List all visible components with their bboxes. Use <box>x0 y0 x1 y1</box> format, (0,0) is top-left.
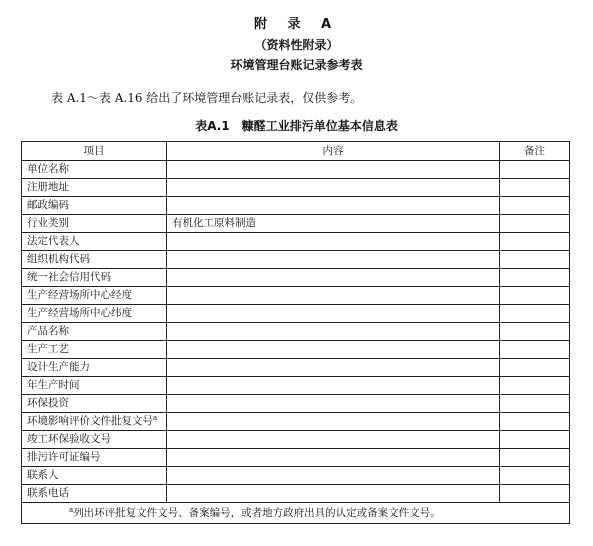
row-item-label: 行业类别 <box>27 217 69 229</box>
row-remark-cell <box>500 233 570 251</box>
row-content-cell <box>167 269 500 287</box>
table-row <box>22 305 570 323</box>
row-remark-cell <box>500 323 570 341</box>
row-item-cell <box>22 467 167 485</box>
table-row <box>22 377 570 395</box>
footnote-text: 列出环评批复文件文号、备案编号，或者地方政府出具的认定或备案文件文号。 <box>73 506 441 519</box>
header-item: 项目 <box>22 142 167 161</box>
table-row <box>22 395 570 413</box>
row-content-cell: 有机化工原料制造 <box>167 215 500 233</box>
row-item-cell <box>22 359 167 377</box>
footnote-mark: a <box>69 505 74 514</box>
table-header-row <box>22 142 570 161</box>
table-row <box>22 287 570 305</box>
header-remark: 备注 <box>500 142 570 161</box>
row-remark-cell <box>500 305 570 323</box>
row-item-label: 环境影响评价文件批复文号 <box>27 415 153 427</box>
row-content-cell <box>167 197 500 215</box>
appendix-nature: （资料性附录） <box>254 38 339 52</box>
footnote-row <box>22 503 570 524</box>
row-item-cell <box>22 269 167 287</box>
table-row <box>22 413 570 431</box>
row-content-cell <box>167 287 500 305</box>
row-footnote-mark: a <box>153 414 158 422</box>
row-remark-cell <box>500 485 570 503</box>
intro-paragraph: 表 A.1～表 A.16 给出了环境管理台账记录表，仅供参考。 <box>51 91 363 105</box>
table-row <box>22 341 570 359</box>
row-item-cell <box>22 449 167 467</box>
row-item-cell <box>22 323 167 341</box>
header-content: 内容 <box>167 142 500 161</box>
row-item-label: 生产工艺 <box>27 343 69 355</box>
row-remark-cell <box>500 449 570 467</box>
row-item-label: 设计生产能力 <box>27 361 90 373</box>
row-item-label: 单位名称 <box>27 163 69 175</box>
table-row <box>22 179 570 197</box>
row-remark-cell <box>500 287 570 305</box>
row-item-cell <box>22 305 167 323</box>
row-content-cell <box>167 323 500 341</box>
row-item-cell <box>22 251 167 269</box>
table-row <box>22 467 570 485</box>
row-item-cell <box>22 413 167 431</box>
appendix-title: 环境管理台账记录参考表 <box>230 58 363 72</box>
row-item-cell <box>22 485 167 503</box>
row-content-cell <box>167 341 500 359</box>
row-item-cell <box>22 233 167 251</box>
row-item-cell <box>22 377 167 395</box>
row-content-cell <box>167 179 500 197</box>
table-row <box>22 449 570 467</box>
table-row <box>22 197 570 215</box>
row-content-cell <box>167 359 500 377</box>
row-item-cell <box>22 179 167 197</box>
table-row <box>22 269 570 287</box>
table-row <box>22 323 570 341</box>
row-item-cell <box>22 215 167 233</box>
row-content-cell <box>167 395 500 413</box>
row-item-label: 竣工环保验收文号 <box>27 433 111 445</box>
row-item-cell <box>22 341 167 359</box>
row-item-cell <box>22 395 167 413</box>
row-remark-cell <box>500 179 570 197</box>
row-item-label: 生产经营场所中心经度 <box>27 289 132 301</box>
row-remark-cell <box>500 341 570 359</box>
table-body <box>22 161 570 503</box>
row-item-label: 联系电话 <box>27 487 69 499</box>
row-content-cell <box>167 233 500 251</box>
row-item-label: 年生产时间 <box>27 379 80 391</box>
row-item-cell <box>22 197 167 215</box>
row-remark-cell <box>500 467 570 485</box>
basic-info-table <box>21 141 570 524</box>
row-content-cell <box>167 161 500 179</box>
table-row <box>22 485 570 503</box>
table-row <box>22 215 570 233</box>
row-content-cell <box>167 485 500 503</box>
table-footnote <box>22 503 570 524</box>
row-content-cell <box>167 467 500 485</box>
row-item-label: 组织机构代码 <box>27 253 90 265</box>
row-item-label: 环保投资 <box>27 397 69 409</box>
row-remark-cell <box>500 413 570 431</box>
table-row <box>22 251 570 269</box>
row-content-cell <box>167 413 500 431</box>
table-caption: 表A.1 糠醛工业排污单位基本信息表 <box>195 119 398 133</box>
row-item-label: 法定代表人 <box>27 235 80 247</box>
row-remark-cell <box>500 431 570 449</box>
row-content-cell <box>167 251 500 269</box>
row-item-label: 产品名称 <box>27 325 69 337</box>
row-item-label: 生产经营场所中心纬度 <box>27 307 132 319</box>
row-remark-cell <box>500 161 570 179</box>
row-remark-cell <box>500 197 570 215</box>
row-remark-cell <box>500 395 570 413</box>
row-item-label: 邮政编码 <box>27 199 69 211</box>
row-content-cell <box>167 377 500 395</box>
row-remark-cell <box>500 377 570 395</box>
row-item-cell <box>22 161 167 179</box>
row-item-cell <box>22 431 167 449</box>
row-remark-cell <box>500 269 570 287</box>
row-item-label: 排污许可证编号 <box>27 451 101 463</box>
table-row <box>22 233 570 251</box>
table-row <box>22 359 570 377</box>
row-content-cell <box>167 449 500 467</box>
appendix-heading: 附 录 A <box>253 17 340 32</box>
row-item-label: 统一社会信用代码 <box>27 271 111 283</box>
row-remark-cell <box>500 215 570 233</box>
row-content-cell <box>167 431 500 449</box>
table-row <box>22 431 570 449</box>
row-remark-cell <box>500 251 570 269</box>
row-item-label: 注册地址 <box>27 181 69 193</box>
row-remark-cell <box>500 359 570 377</box>
row-content-cell <box>167 305 500 323</box>
table-row <box>22 161 570 179</box>
row-item-cell <box>22 287 167 305</box>
row-item-label: 联系人 <box>27 469 59 481</box>
